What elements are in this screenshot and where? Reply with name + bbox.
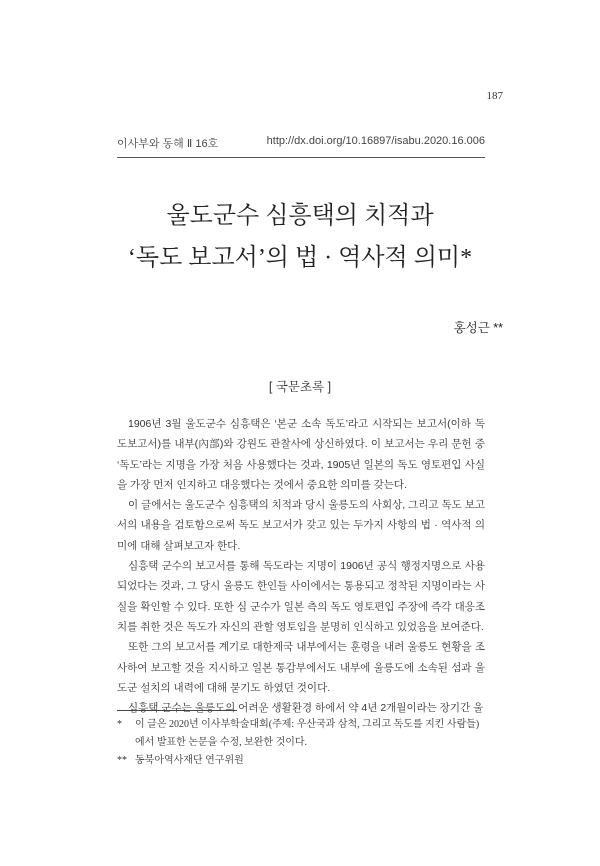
journal-name: 이사부와 동해 Ⅱ 16호 bbox=[117, 138, 219, 150]
footnote-marker: * bbox=[117, 719, 122, 730]
abstract-paragraph: 1906년 3월 울도군수 심흥택은 ‘본군 소속 독도’라고 시작되는 보고서(이하 독도보고서)를 내부(內部)와 강원도 관찰사에 상신하였다. 이 보고서는 우리 문헌 중 ‘독도’라는 지명을 가장 처음 사용했다는 것과, 1905년 일본의 독도 영토편입 사실을 가장 먼저 인지하고 대응했다는 것에서 중요한 의미를 갖는다. bbox=[117, 418, 485, 491]
doi-link[interactable]: http://dx.doi.org/10.16897/isabu.2020.16.006 bbox=[266, 135, 485, 147]
page-number: 187 bbox=[486, 90, 503, 102]
footnotes bbox=[117, 716, 485, 770]
title-line-2: ‘독도 보고서’의 법 · 역사적 의미* bbox=[127, 245, 473, 271]
footnote-text: 이 글은 2020년 이사부학술대회(주제: 우산국과 삼척, 그리고 독도를 지킨 사람들)에서 발표한 논문을 수정, 보완한 것이다. bbox=[135, 719, 480, 748]
abstract-heading: [ 국문초록 ] bbox=[268, 380, 332, 394]
abstract-paragraph: 또한 그의 보고서를 계기로 대한제국 내부에서는 훈령을 내려 울릉도 현황을 조사하여 보고할 것을 지시하고 일본 통감부에서도 내부에 울릉도에 소속된 섬과 울도군 설치의 내력에 대해 묻기도 하였던 것이다. bbox=[117, 641, 485, 694]
abstract-paragraph: 심흥택 군수는 울릉도의 어려운 생활환경 하에서 약 4년 2개월이라는 장기간 울 bbox=[128, 702, 484, 715]
abstract-paragraph: 심흥택 군수의 보고서를 통해 독도라는 지명이 1906년 공식 행정지명으로 사용되었다는 것과, 그 당시 울릉도 한인들 사이에서는 통용되고 정착된 지명이라는 사실을 확인할 수 있다. 또한 심 군수가 일본 측의 독도 영토편입 주장에 즉각 대응조치를 취한 것은 독도가 자신의 관할 영토임을 분명히 인식하고 있었음을 보여준다. bbox=[117, 560, 485, 633]
footnote-item bbox=[117, 716, 485, 752]
footnote-divider bbox=[117, 710, 237, 711]
footnote-item bbox=[117, 752, 485, 770]
author-name: 홍성근 ** bbox=[453, 321, 503, 335]
abstract-paragraph: 이 글에서는 울도군수 심흥택의 치적과 당시 울릉도의 사회상, 그리고 독도 보고서의 내용을 검토함으로써 독도 보고서가 갖고 있는 두가지 사항의 법 · 역사적 의미에 대해 살펴보고자 한다. bbox=[117, 499, 485, 552]
footnote-marker: ** bbox=[117, 755, 127, 766]
title-line-1: 울도군수 심흥택의 치적과 bbox=[166, 203, 434, 229]
running-header bbox=[117, 135, 485, 158]
abstract-body bbox=[117, 414, 485, 718]
article-title bbox=[0, 195, 600, 279]
footnote-text: 동북아역사재단 연구위원 bbox=[135, 755, 244, 766]
